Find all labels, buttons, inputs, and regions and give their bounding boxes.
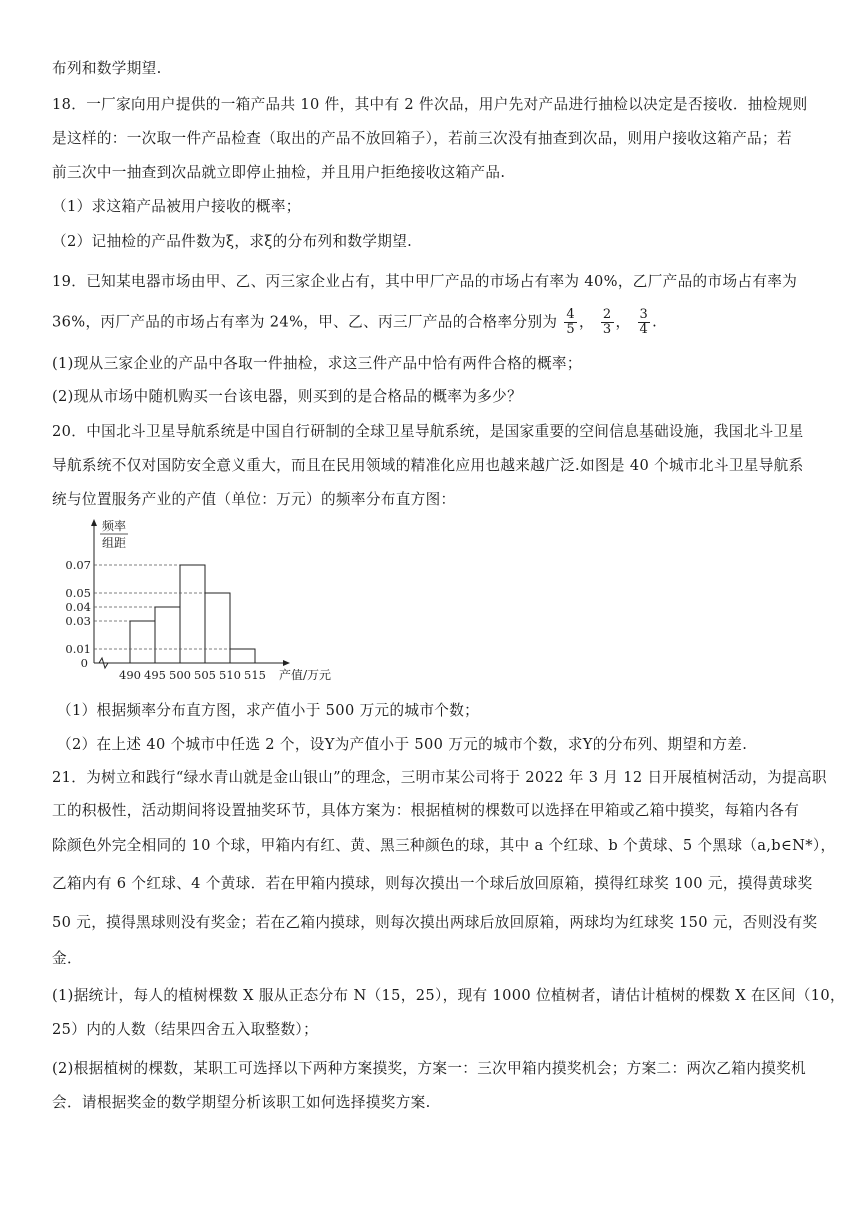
y-axis-label: 组距	[101, 536, 127, 550]
x-tick-label: 515	[244, 668, 266, 682]
problem-18-part-1: （1）求这箱产品被用户接收的概率；	[52, 198, 301, 215]
problem-21-line: 乙箱内有 6 个红球、4 个黄球．若在甲箱内摸球，则每次摸出一个球后放回原箱，摸得红球奖 100 元，摸得黄球奖	[52, 875, 813, 892]
problem-21-line: 金．	[52, 950, 82, 967]
x-tick-label: 495	[144, 668, 166, 682]
separator: ，	[578, 313, 594, 331]
problem-18-line: 是这样的：一次取一件产品检查（取出的产品不放回箱子），若前三次没有抽查到次品，则用户接收这箱产品；若	[52, 130, 792, 147]
problem-19-part-2: (2)现从市场中随机购买一台该电器，则买到的是合格品的概率为多少？	[52, 388, 523, 405]
problem-19-rates-line	[52, 308, 808, 337]
x-axis-label: 产值/万元	[278, 668, 332, 682]
text-line: 布列和数学期望.	[52, 60, 162, 77]
x-tick-label: 500	[169, 668, 191, 682]
x-axis-arrow	[283, 660, 290, 666]
y-axis-arrow	[91, 519, 97, 526]
fraction	[601, 308, 614, 337]
fraction-denominator: 3	[602, 322, 612, 337]
fraction-denominator: 4	[639, 322, 649, 337]
problem-21-line: 50 元，摸得黑球则没有奖金；若在乙箱内摸球，则每次摸出两球后放回原箱，两球均为红球奖 150 元，否则没有奖	[52, 914, 818, 931]
histogram-bar	[155, 607, 180, 663]
problem-18-part-2: （2）记抽检的产品件数为ξ，求ξ的分布列和数学期望.	[52, 233, 413, 250]
problem-20-part-2: （2）在上述 40 个城市中任选 2 个，设Y为产值小于 500 万元的城市个数，求Y的分布列、期望和方差.	[57, 736, 748, 753]
separator: ，	[615, 313, 631, 331]
y-tick-label: 0.03	[65, 614, 91, 628]
problem-21-part-1-cont: 25）内的人数（结果四舍五入取整数）；	[52, 1021, 319, 1038]
problem-20-line: 统与位置服务产业的产值（单位：万元）的频率分布直方图：	[52, 491, 456, 508]
problem-19-line: 19．已知某电器市场由甲、乙、丙三家企业占有，其中甲厂产品的市场占有率为 40%，乙厂产品的市场占有率为	[52, 273, 798, 290]
problem-21-part-2: (2)根据植树的棵数，某职工可选择以下两种方案摸奖，方案一：三次甲箱内摸奖机会；方案二：两次乙箱内摸奖机	[52, 1060, 806, 1077]
y-axis-label: 频率	[101, 519, 127, 533]
fraction-denominator: 5	[566, 322, 575, 337]
histogram-bar	[180, 565, 205, 663]
y-tick-label: 0.05	[65, 586, 91, 600]
frequency-histogram	[60, 518, 350, 684]
origin-label: 0	[80, 656, 88, 670]
y-tick-label: 0.01	[65, 642, 91, 656]
x-tick-label: 490	[119, 668, 141, 682]
y-tick-label: 0.07	[65, 558, 91, 572]
problem-21-part-1: (1)据统计，每人的植树棵数 X 服从正态分布 N（15，25），现有 1000 位植树者，请估计植树的棵数 X 在区间（10，	[52, 987, 845, 1004]
fraction-numerator: 4	[566, 307, 575, 322]
fraction	[564, 308, 577, 337]
fraction-numerator: 3	[639, 307, 649, 322]
histogram-bar	[205, 593, 230, 663]
problem-18-line: 18．一厂家向用户提供的一箱产品共 10 件，其中有 2 件次品，用户先对产品进行抽检以决定是否接收．抽检规则	[52, 96, 808, 113]
fraction-numerator: 2	[602, 307, 612, 322]
problem-20-line: 20．中国北斗卫星导航系统是中国自行研制的全球卫星导航系统，是国家重要的空间信息基础设施，我国北斗卫星	[52, 423, 804, 440]
x-tick-label: 505	[194, 668, 216, 682]
problem-20-part-1: （1）根据频率分布直方图，求产值小于 500 万元的城市个数；	[57, 702, 480, 719]
problem-21-part-2-cont: 会．请根据奖金的数学期望分析该职工如何选择摸奖方案.	[52, 1094, 431, 1111]
rates-text: 36%，丙厂产品的市场占有率为 24%，甲、乙、丙三厂产品的合格率分别为	[52, 313, 558, 331]
histogram-bar	[130, 621, 155, 663]
problem-19-part-1: (1)现从三家企业的产品中各取一件抽检，求这三件产品中恰有两件合格的概率；	[52, 355, 582, 372]
problem-21-line: 21．为树立和践行“绿水青山就是金山银山”的理念，三明市某公司将于 2022 年 3 月 12 日开展植树活动，为提高职	[52, 769, 827, 786]
problem-18-line: 前三次中一抽查到次品就立即停止抽检，并且用户拒绝接收这箱产品.	[52, 164, 506, 181]
histogram-bar	[230, 649, 255, 663]
x-tick-label: 510	[219, 668, 241, 682]
problem-21-line: 除颜色外完全相同的 10 个球，甲箱内有红、黄、黑三种颜色的球，其中 a 个红球、b 个黄球、5 个黑球（a,b∈N*），	[52, 837, 836, 854]
fraction	[638, 308, 651, 337]
y-tick-label: 0.04	[65, 600, 91, 614]
problem-21-line: 工的积极性，活动期间将设置抽奖环节，具体方案为：根据植树的棵数可以选择在甲箱或乙箱中摸奖，每箱内各有	[52, 802, 800, 819]
period: .	[652, 313, 658, 331]
problem-20-line: 导航系统不仅对国防安全意义重大，而且在民用领域的精准化应用也越来越广泛.如图是 40 个城市北斗卫星导航系	[52, 457, 804, 474]
